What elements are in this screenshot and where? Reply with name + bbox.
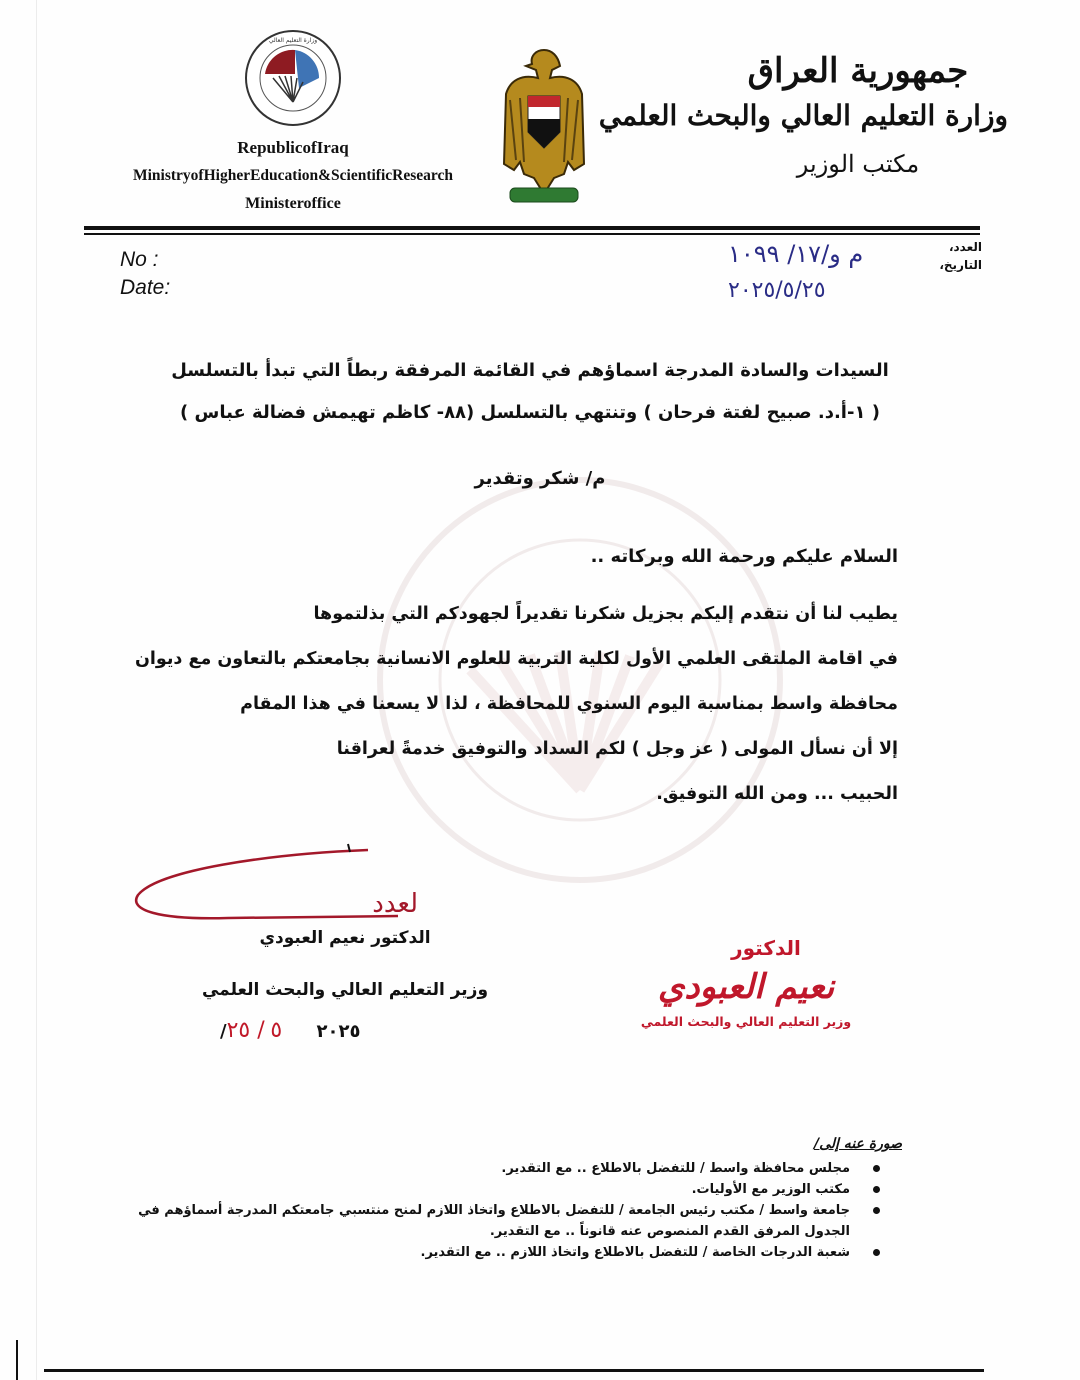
- page-edge: [36, 0, 37, 1380]
- iraq-eagle-emblem-icon: [500, 44, 588, 214]
- footer-divider: [484, 1369, 984, 1372]
- letter-body: [120, 592, 898, 817]
- number-label: No :: [120, 248, 159, 271]
- english-office-title: Ministeroffice: [245, 195, 341, 212]
- addressee-line: السيدات والسادة المدرجة اسماؤهم في القائمة المرفقة ربطاً التي تبدأ بالتسلسل: [171, 360, 889, 381]
- arabic-number-label: العدد،: [948, 240, 982, 254]
- signature-date-day: ٢٥: [226, 1018, 251, 1043]
- footer-edge-line: [16, 1340, 18, 1380]
- stamp-line-title: الدكتور: [731, 936, 801, 960]
- ministry-seal-icon: [243, 28, 343, 128]
- addressee-block: [170, 350, 890, 434]
- greeting: السلام عليكم ورحمة الله وبركاته ..: [590, 546, 898, 567]
- arabic-office-title: مكتب الوزير: [796, 150, 920, 178]
- arabic-reference-labels: [922, 238, 982, 274]
- reference-number-value: م و/١٧/ ١٠٩٩: [728, 240, 864, 268]
- body-line: يطيب لنا أن نتقدم إليكم بجزيل شكرنا تقديراً لجهودكم التي بذلتموها: [313, 604, 898, 624]
- signatory-title: وزير التعليم العالي والبحث العلمي: [201, 980, 489, 1000]
- cc-item: مجلس محافظة واسط / للتفضل بالاطلاع .. مع التقدير.: [120, 1158, 880, 1179]
- arabic-date-label: التاريخ،: [939, 258, 982, 272]
- signatory-name: الدكتور نعيم العبودي: [259, 928, 431, 948]
- bullet-icon: [873, 1186, 880, 1193]
- bullet-icon: [873, 1207, 880, 1214]
- bullet-icon: [873, 1249, 880, 1256]
- signature-date-year: /٢٠٢٥: [220, 1021, 361, 1042]
- cc-item: مكتب الوزير مع الأوليات.: [120, 1179, 880, 1200]
- stamp-line-position: وزير التعليم العالي والبحث العلمي: [640, 1014, 852, 1029]
- cc-item: شعبة الدرجات الخاصة / للتفضل بالاطلاع واتخاذ اللازم .. مع التقدير.: [120, 1242, 880, 1263]
- english-country-title: RepublicofIraq: [237, 138, 349, 157]
- minister-stamp: [596, 934, 896, 1032]
- body-line: الحبيب ... ومن الله التوفيق.: [656, 784, 898, 804]
- signature-date-month: ٥: [270, 1018, 283, 1043]
- arabic-letterhead: [598, 48, 1008, 184]
- cc-list: [120, 1158, 880, 1263]
- header-divider-thin: [84, 233, 980, 235]
- svg-text:وزارة التعليم العالي: وزارة التعليم العالي: [268, 37, 318, 44]
- header-divider-thick: [84, 226, 980, 230]
- stamp-line-name: نعيم العبودي: [657, 967, 835, 1007]
- signature-text: لعدد: [372, 889, 418, 919]
- body-line: محافظة واسط بمناسبة اليوم السنوي للمحافظة ، لذا لا يسعنا في هذا المقام: [240, 694, 898, 714]
- subject-line: م/ شكر وتقدير: [474, 468, 606, 489]
- body-line: إلا أن نسأل المولى ( عز وجل ) لكم السداد والتوفيق خدمةً لعراقنا: [336, 739, 898, 759]
- arabic-country-title: جمهورية العراق: [747, 51, 969, 91]
- reference-date-value: ٢٠٢٥/٥/٢٥: [728, 278, 826, 303]
- arabic-ministry-title: وزارة التعليم العالي والبحث العلمي: [598, 99, 1008, 132]
- bullet-icon: [873, 1165, 880, 1172]
- cc-item: جامعة واسط / مكتب رئيس الجامعة / للتفضل بالاطلاع واتخاذ اللازم لمنح منتسبي جامعتكم المدرجة أسماؤهم في الجدول المرفق القدم المنصوص عنه قانوناً .. مع التقدير.: [120, 1200, 880, 1242]
- addressee-line: ( ١-أ.د. صبيح لفتة فرحان ) وتنتهي بالتسلسل (٨٨- كاظم تهيمش فضالة عباس ): [180, 402, 880, 423]
- date-label: Date:: [120, 276, 171, 299]
- english-letterhead: [108, 28, 478, 218]
- english-ministry-title: MinistryofHigherEducation&ScientificResearch: [132, 167, 453, 184]
- signature-date: /٢٠٢٥ ٥ / ٢٥: [220, 1018, 361, 1043]
- handwritten-signature: [118, 840, 438, 930]
- body-line: في اقامة الملتقى العلمي الأول لكلية التربية للعلوم الانسانية بجامعتكم بالتعاون مع ديوان: [134, 649, 898, 669]
- footer-divider: [44, 1369, 484, 1372]
- cc-heading: صورة عنه إلى/: [814, 1136, 902, 1152]
